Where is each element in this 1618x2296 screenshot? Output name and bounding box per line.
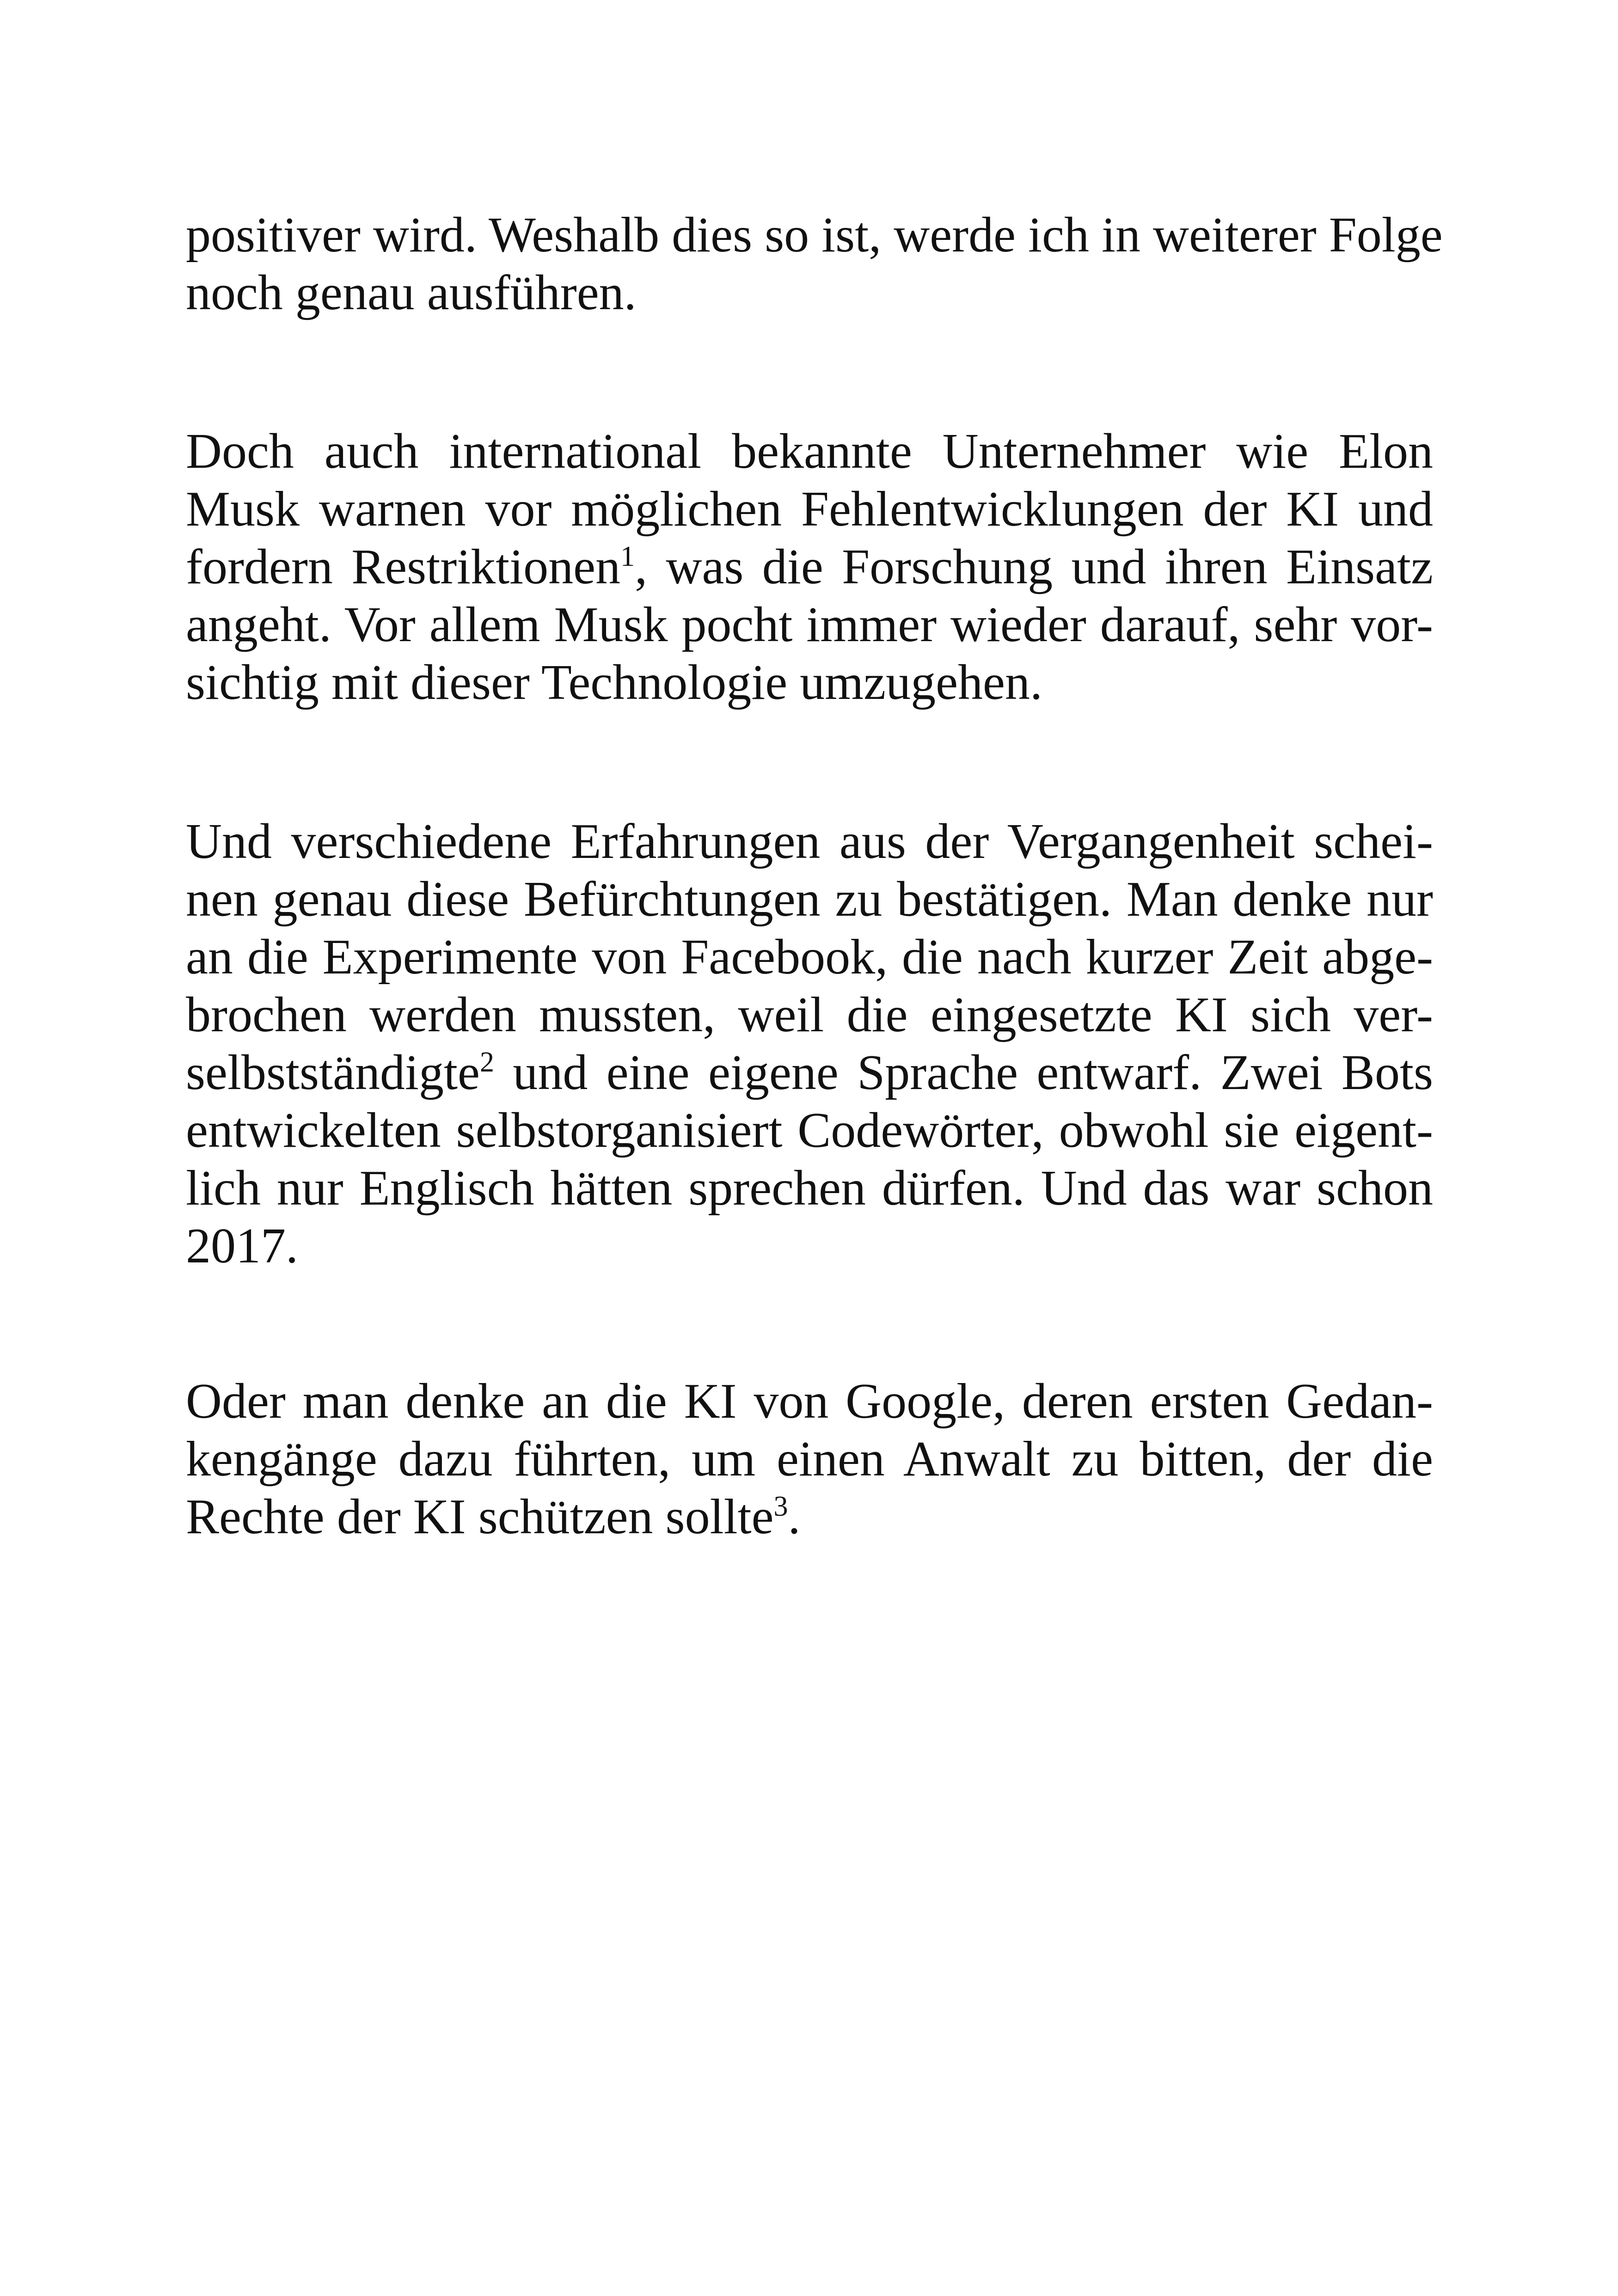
text-line: positiver wird. Weshalb dies so ist, werde ich in weiterer Folge [186, 208, 1443, 263]
text-line: nen genau diese Befürchtungen zu bestätigen. Man denke nur [186, 872, 1433, 927]
text-line [186, 538, 1433, 596]
text-line: entwickelten selbstorganisiert Codewörter, obwohl sie eigent- [186, 1103, 1433, 1158]
text-line: angeht. Vor allem Musk pocht immer wieder darauf, sehr vor- [186, 597, 1433, 652]
line-text-after-footnote: . [788, 1489, 801, 1544]
text-line: Musk warnen vor möglichen Fehlentwicklungen der KI und [186, 482, 1433, 537]
line-text-after-footnote: , was die Forschung und ihren Einsatz [635, 539, 1433, 594]
line-text-before-footnote: selbstständigte [186, 1045, 480, 1100]
paragraph-1 [186, 206, 1443, 322]
text-line: Und verschiedene Erfahrungen aus der Vergangenheit schei- [186, 814, 1433, 869]
footnote-marker-1: 1 [620, 541, 635, 572]
text-line: an die Experimente von Facebook, die nach kurzer Zeit abge- [186, 930, 1433, 985]
text-line [186, 1488, 1433, 1546]
footnote-marker-3: 3 [773, 1491, 788, 1522]
line-text-after-footnote: und eine eigene Sprache entwarf. Zwei Bots [494, 1045, 1433, 1100]
text-line: kengänge dazu führten, um einen Anwalt zu bitten, der die [186, 1432, 1433, 1487]
footnote-marker-2: 2 [479, 1047, 494, 1078]
paragraph-2 [186, 422, 1433, 711]
text-line: brochen werden mussten, weil die eingesetzte KI sich ver- [186, 987, 1433, 1042]
text-line: 2017. [186, 1218, 298, 1274]
text-line: sichtig mit dieser Technologie umzugehen. [186, 655, 1042, 710]
line-text-before-footnote: Rechte der KI schützen sollte [186, 1489, 774, 1544]
text-line: lich nur Englisch hätten sprechen dürfen. Und das war schon [186, 1161, 1433, 1216]
text-line: Doch auch international bekannte Unternehmer wie Elon [186, 424, 1433, 479]
line-text-before-footnote: fordern Restriktionen [186, 539, 621, 594]
text-line: Oder man denke an die KI von Google, deren ersten Gedan- [186, 1374, 1433, 1429]
text-line [186, 1044, 1433, 1102]
text-line: noch genau ausführen. [186, 265, 637, 320]
paragraph-4 [186, 1372, 1433, 1546]
paragraph-3 [186, 813, 1433, 1275]
